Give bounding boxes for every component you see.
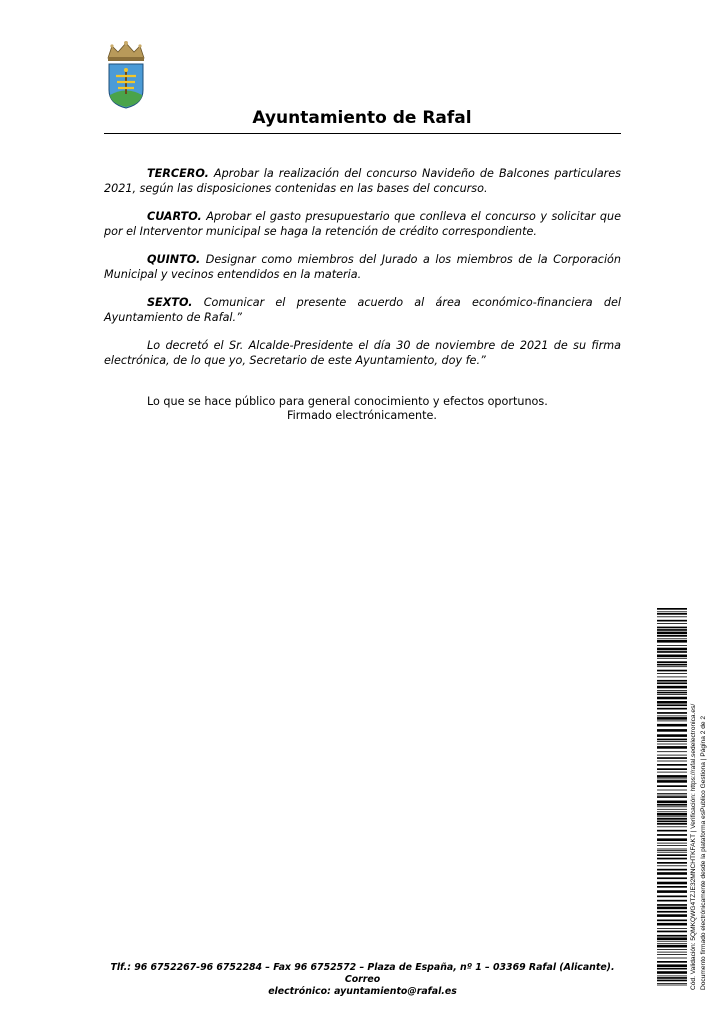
- verification-line-1: Cód. Validación: 5QMKQWG4TZJE32MNCHTKFAKT | Verificación: https://rafal.sedelectronica.es/: [690, 703, 697, 990]
- coat-of-arms-icon: [104, 40, 148, 110]
- footer: [104, 962, 621, 998]
- paragraph-lead: CUARTO.: [147, 210, 202, 223]
- verification-line-2: Documento firmado electrónicamente desde la plataforma esPublico Gestiona | Página 2 de 2: [700, 715, 707, 990]
- barcode-icon: [657, 608, 687, 988]
- footer-line-1: Tlf.: 96 6752267-96 6752284 – Fax 96 6752572 – Plaza de España, nº 1 – 03369 Rafal (Alicante). Correo: [110, 962, 615, 985]
- footer-line-2: electrónico: ayuntamiento@rafal.es: [268, 986, 457, 997]
- paragraph-lead: TERCERO.: [147, 167, 209, 180]
- document-body: [104, 166, 621, 425]
- title-divider: [104, 133, 621, 134]
- paragraph-cuarto: [104, 209, 621, 239]
- paragraph-lead: QUINTO.: [147, 253, 201, 266]
- verification-text: [689, 610, 713, 990]
- public-notice: Lo que se hace público para general conocimiento y efectos oportunos.: [147, 395, 548, 408]
- paragraph-tercero: [104, 166, 621, 196]
- paragraph-text: Designar como miembros del Jurado a los miembros de la Corporación Municipal y vecinos entendidos en la materia.: [104, 253, 621, 281]
- paragraph-text: Comunicar el presente acuerdo al área económico-financiera del Ayuntamiento de Rafal.”: [104, 296, 621, 324]
- paragraph-lead: SEXTO.: [147, 296, 193, 309]
- paragraph-quinto: [104, 252, 621, 282]
- paragraph-text: Aprobar la realización del concurso Navideño de Balcones particulares 2021, según las disposiciones contenidas en las bases del concurso.: [104, 167, 621, 195]
- paragraph-text: Aprobar el gasto presupuestario que conlleva el concurso y solicitar que por el Interventor municipal se haga la retención de crédito correspondiente.: [104, 210, 621, 238]
- paragraph-sexto: [104, 295, 621, 325]
- signature-note: Firmado electrónicamente.: [287, 409, 437, 422]
- page-title: Ayuntamiento de Rafal: [252, 108, 472, 128]
- paragraph-decree: Lo decretó el Sr. Alcalde-Presidente el día 30 de noviembre de 2021 de su firma electrónica, de lo que yo, Secretario de este Ayuntamiento, doy fe.”: [104, 339, 621, 367]
